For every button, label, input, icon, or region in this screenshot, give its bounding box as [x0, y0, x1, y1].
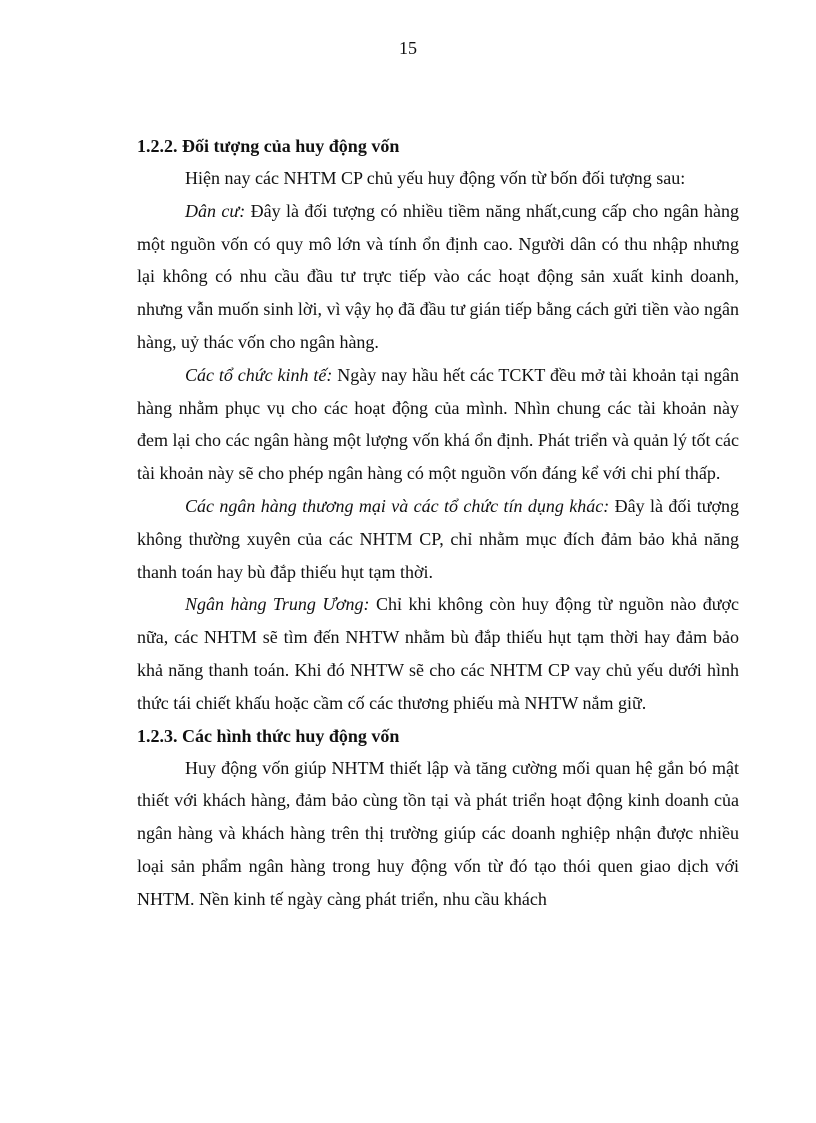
section-heading-1-2-3: 1.2.3. Các hình thức huy động vốn: [137, 725, 400, 746]
item-text: Chỉ khi không còn huy động từ nguồn nào được nữa, các NHTM sẽ tìm đến NHTW nhằm bù đắp thiếu hụt tạm thời hay đảm bảo khả năng thanh toán. Khi đó NHTW sẽ cho các NHTM CP vay chủ yếu dưới hình thức tái chiết khấu hoặc cầm cố các thương phiếu mà NHTW nắm giữ.: [137, 594, 740, 713]
document-body: [137, 130, 739, 916]
item-lead: Dân cư:: [185, 200, 246, 221]
item-to-chuc-kinh-te: [137, 359, 739, 490]
item-ngan-hang-trung-uong: [137, 588, 739, 719]
item-lead: Các ngân hàng thương mại và các tổ chức tín dụng khác:: [185, 495, 610, 516]
page-number: 15: [399, 38, 417, 58]
section-paragraph: Huy động vốn giúp NHTM thiết lập và tăng cường mối quan hệ gắn bó mật thiết với khách hàng, đảm bảo cùng tồn tại và phát triển hoạt động kinh doanh của ngân hàng và khách hàng trên thị trường giúp các doanh nghiệp nhận được nhiều loại sản phẩm ngân hàng trong huy động vốn từ đó tạo thói quen giao dịch với NHTM. Nền kinh tế ngày càng phát triển, nhu cầu khách: [137, 757, 739, 909]
item-lead: Các tổ chức kinh tế:: [185, 364, 333, 385]
item-ngan-hang-thuong-mai: [137, 490, 739, 588]
item-lead: Ngân hàng Trung Ương:: [185, 594, 370, 615]
item-dan-cu: [137, 195, 739, 359]
item-text: Đây là đối tượng không thường xuyên của các NHTM CP, chỉ nhằm mục đích đảm bảo khả năng thanh toán hay bù đắp thiếu hụt tạm thời.: [137, 495, 739, 582]
section-heading-1-2-2: 1.2.2. Đối tượng của huy động vốn: [137, 136, 400, 156]
section-intro: Hiện nay các NHTM CP chủ yếu huy động vốn từ bốn đối tượng sau:: [185, 168, 686, 188]
item-text: Đây là đối tượng có nhiều tiềm năng nhất,cung cấp cho ngân hàng một nguồn vốn có quy mô lớn và tính ổn định cao. Người dân có thu nhập nhưng lại không có nhu cầu đầu tư trực tiếp vào các hoạt động sản xuất kinh doanh, nhưng vẫn muốn sinh lời, vì vậy họ đã đầu tư gián tiếp bằng cách gửi tiền vào ngân hàng, uỷ thác vốn cho ngân hàng.: [137, 200, 739, 352]
item-text: Ngày nay hầu hết các TCKT đều mở tài khoản tại ngân hàng nhằm phục vụ cho các hoạt động của mình. Nhìn chung các tài khoản này đem lại cho các ngân hàng một lượng vốn khá ổn định. Phát triển và quản lý tốt các tài khoản này sẽ cho phép ngân hàng có một nguồn vốn đáng kể với chi phí thấp.: [137, 364, 739, 484]
